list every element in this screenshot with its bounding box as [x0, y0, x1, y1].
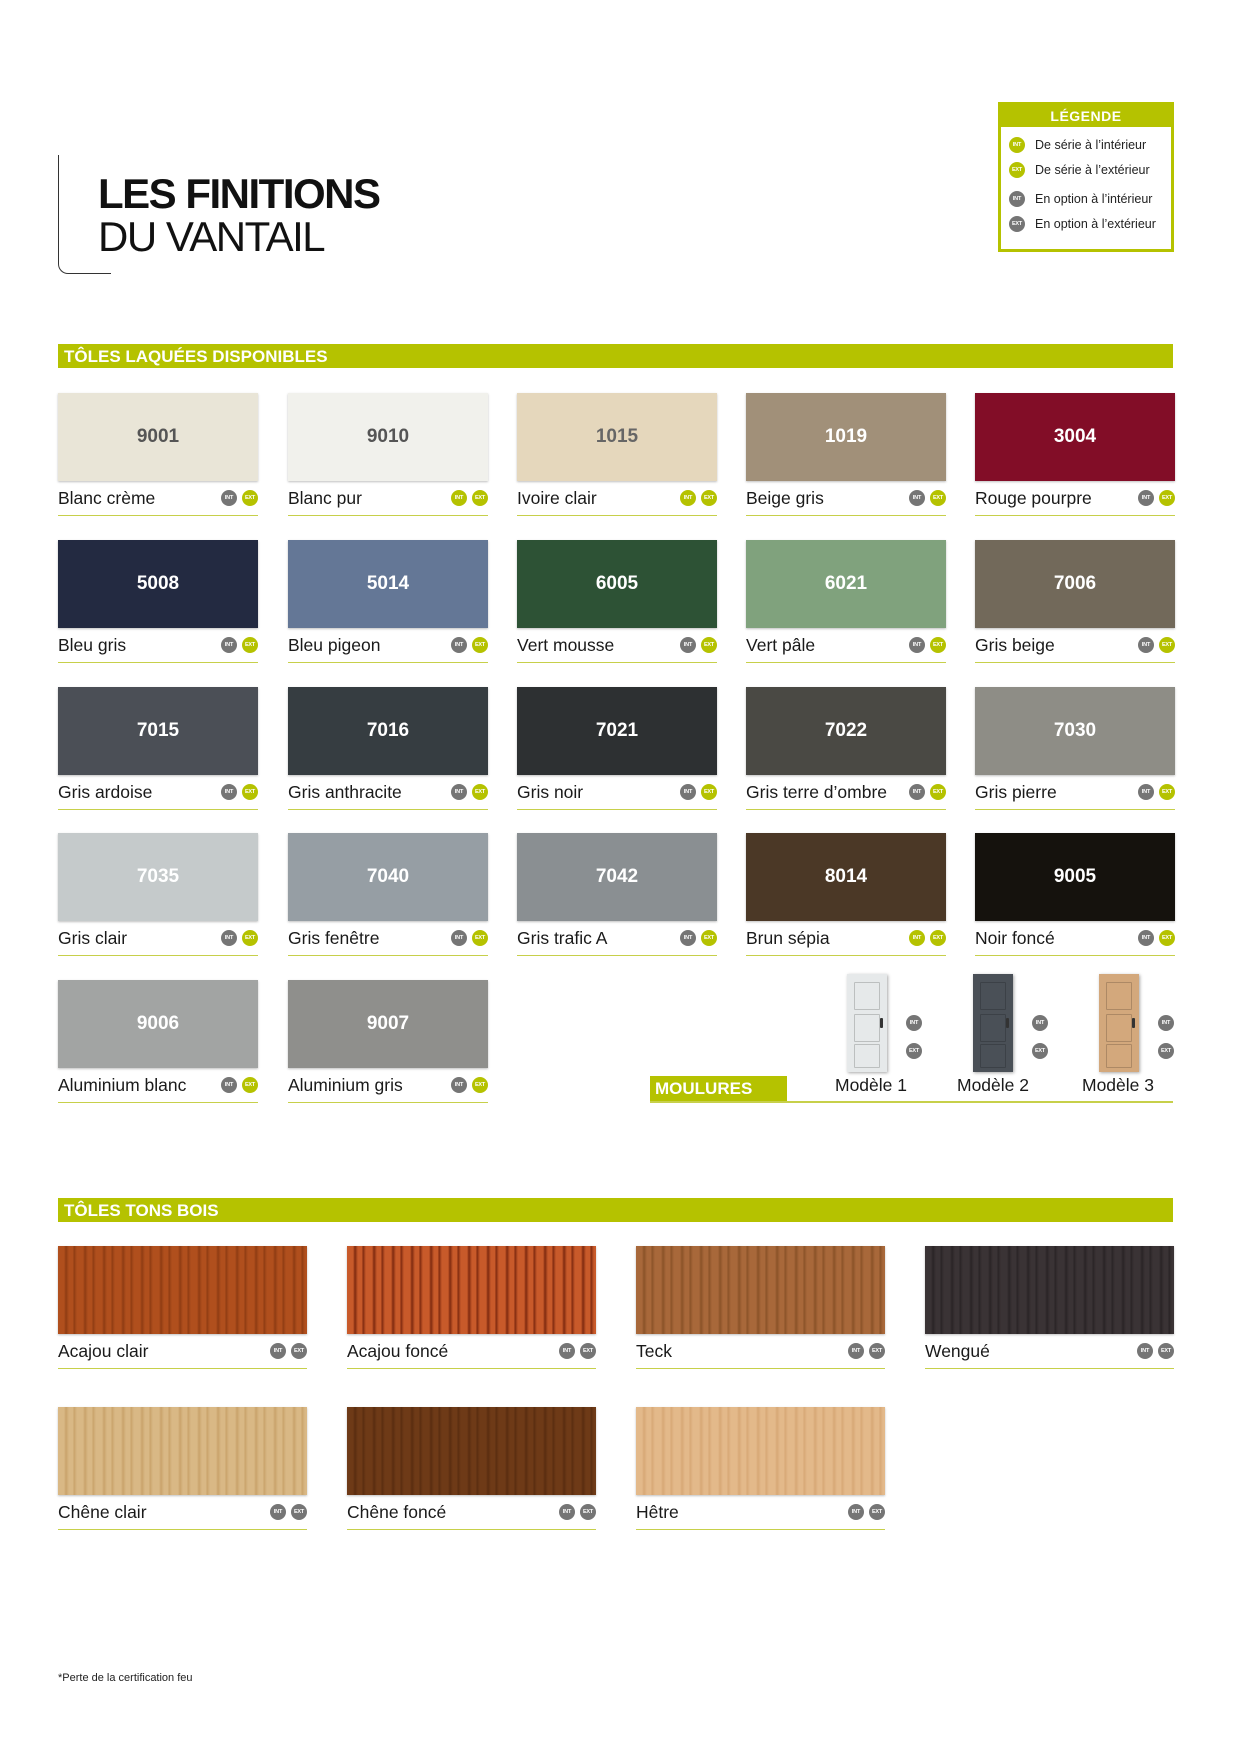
- page-title-line1: LES FINITIONS: [98, 170, 380, 217]
- color-name: Gris ardoise: [58, 781, 153, 802]
- wood-swatch: [58, 1407, 307, 1495]
- door-model-label: Modèle 2: [957, 1075, 1029, 1095]
- color-name: Gris terre d’ombre: [746, 781, 888, 802]
- int-option-badge: INT: [451, 1077, 467, 1093]
- wood-label-row: [636, 1495, 885, 1530]
- color-card-9010: [288, 393, 488, 516]
- int-option-badge: INT: [270, 1343, 286, 1359]
- color-label-row: [288, 775, 488, 810]
- legend-text: En option à l’extérieur: [1035, 217, 1156, 231]
- ext-option-badge: EXT: [1158, 1343, 1174, 1359]
- section-header-laquees: [58, 344, 1173, 368]
- availability-badges: [559, 1504, 596, 1520]
- int-option-badge: INT: [221, 490, 237, 506]
- ext-serie-badge: EXT: [1159, 637, 1175, 653]
- color-card-7021: [517, 687, 717, 810]
- footnote: *Perte de la certification feu: [58, 1672, 193, 1684]
- availability-badges: [559, 1343, 596, 1359]
- color-card-9005: [975, 833, 1175, 956]
- color-label-row: [517, 921, 717, 956]
- availability-badges: [451, 490, 488, 506]
- availability-badges: [221, 784, 258, 800]
- section-title: MOULURES: [655, 1079, 753, 1098]
- wood-name: Hêtre: [636, 1501, 679, 1522]
- legend-text: De série à l’extérieur: [1035, 163, 1150, 177]
- color-swatch: 7016: [288, 687, 488, 775]
- availability-badges: [1138, 930, 1175, 946]
- color-swatch: 7042: [517, 833, 717, 921]
- color-swatch: 7006: [975, 540, 1175, 628]
- availability-badges: [680, 637, 717, 653]
- color-card-7022: [746, 687, 946, 810]
- color-label-row: [288, 921, 488, 956]
- ext-serie-badge: EXT: [242, 930, 258, 946]
- int-option-badge: INT: [680, 930, 696, 946]
- int-option-badge: INT: [221, 784, 237, 800]
- int-option-badge: INT: [451, 784, 467, 800]
- availability-badges: [270, 1343, 307, 1359]
- ext-serie-badge: EXT: [242, 1077, 258, 1093]
- ext-serie-badge: EXT: [242, 637, 258, 653]
- wood-swatch: [347, 1407, 596, 1495]
- ext-serie-badge: EXT: [472, 637, 488, 653]
- section-header-moulures: [650, 1076, 787, 1101]
- color-name: Brun sépia: [746, 927, 830, 948]
- color-label-row: [746, 775, 946, 810]
- availability-badges: [680, 490, 717, 506]
- color-name: Gris pierre: [975, 781, 1057, 802]
- color-name: Ivoire clair: [517, 487, 597, 508]
- int-option-badge: INT: [221, 930, 237, 946]
- legend-item: [1009, 191, 1152, 207]
- ext-serie-badge: EXT: [701, 490, 717, 506]
- color-label-row: [58, 1068, 258, 1103]
- int-option-badge: INT: [909, 637, 925, 653]
- legend-item: [1009, 162, 1150, 178]
- ext-option-badge: EXT: [580, 1343, 596, 1359]
- int-option-badge: INT: [909, 490, 925, 506]
- color-swatch: 7030: [975, 687, 1175, 775]
- wood-card: [636, 1407, 885, 1530]
- legend-text: En option à l’intérieur: [1035, 192, 1153, 206]
- int-option-badge: INT: [680, 784, 696, 800]
- wood-name: Chêne clair: [58, 1501, 147, 1522]
- door-panel: [1106, 1044, 1132, 1068]
- color-swatch: 7040: [288, 833, 488, 921]
- color-card-7006: [975, 540, 1175, 663]
- int-option-badge: INT: [1138, 930, 1154, 946]
- int-serie-badge: INT: [909, 930, 925, 946]
- door-panel: [1106, 982, 1132, 1010]
- color-card-7040: [288, 833, 488, 956]
- wood-label-row: [58, 1495, 307, 1530]
- ext-serie-badge: EXT: [472, 490, 488, 506]
- color-label-row: [288, 1068, 488, 1103]
- color-name: Blanc pur: [288, 487, 362, 508]
- int-option-badge: INT: [909, 784, 925, 800]
- moulures-divider: [650, 1101, 1173, 1103]
- color-card-5014: [288, 540, 488, 663]
- availability-badges: [848, 1343, 885, 1359]
- door-panel: [980, 1014, 1006, 1042]
- ext-option-badge: EXT: [1158, 1043, 1174, 1059]
- door-panel: [980, 1044, 1006, 1068]
- color-name: Gris trafic A: [517, 927, 608, 948]
- wood-card: [636, 1246, 885, 1369]
- wood-card: [347, 1407, 596, 1530]
- availability-badges: [680, 784, 717, 800]
- door-panel: [980, 982, 1006, 1010]
- wood-name: Wengué: [925, 1340, 990, 1361]
- color-label-row: [746, 481, 946, 516]
- color-name: Vert pâle: [746, 634, 816, 655]
- color-swatch: 8014: [746, 833, 946, 921]
- availability-badges: [221, 1077, 258, 1093]
- int-option-badge: INT: [1158, 1015, 1174, 1031]
- int-option-badge: INT: [1137, 1343, 1153, 1359]
- color-name: Gris noir: [517, 781, 584, 802]
- availability-badges: [451, 637, 488, 653]
- color-label-row: [975, 921, 1175, 956]
- ext-serie-badge: EXT: [930, 930, 946, 946]
- availability-badges: [221, 637, 258, 653]
- color-swatch: 7015: [58, 687, 258, 775]
- legend-text: De série à l’intérieur: [1035, 138, 1147, 152]
- color-name: Gris beige: [975, 634, 1055, 655]
- color-name: Bleu pigeon: [288, 634, 381, 655]
- door-model-image: [1099, 974, 1139, 1072]
- wood-label-row: [347, 1495, 596, 1530]
- int-option-badge: INT: [1138, 637, 1154, 653]
- ext-serie-badge: EXT: [242, 490, 258, 506]
- color-name: Rouge pourpre: [975, 487, 1092, 508]
- color-label-row: [517, 775, 717, 810]
- section-title: TÔLES LAQUÉES DISPONIBLES: [64, 347, 328, 366]
- availability-badges: [848, 1504, 885, 1520]
- section-title: TÔLES TONS BOIS: [64, 1201, 219, 1220]
- color-card-9007: [288, 980, 488, 1103]
- int-option-badge: INT: [1032, 1015, 1048, 1031]
- color-card-7035: [58, 833, 258, 956]
- legend-badge: INT: [1009, 191, 1025, 207]
- wood-swatch: [636, 1246, 885, 1334]
- color-name: Vert mousse: [517, 634, 615, 655]
- wood-name: Acajou clair: [58, 1340, 149, 1361]
- int-serie-badge: INT: [680, 490, 696, 506]
- wood-label-row: [636, 1334, 885, 1369]
- availability-badges: [909, 637, 946, 653]
- color-label-row: [975, 481, 1175, 516]
- door-model-image: [973, 974, 1013, 1072]
- wood-label-row: [347, 1334, 596, 1369]
- color-card-9006: [58, 980, 258, 1103]
- section-header-bois: [58, 1198, 1173, 1222]
- int-serie-badge: INT: [451, 490, 467, 506]
- color-name: Gris fenêtre: [288, 927, 380, 948]
- color-name: Blanc crème: [58, 487, 156, 508]
- door-panel: [854, 1044, 880, 1068]
- int-option-badge: INT: [680, 637, 696, 653]
- color-swatch: 9001: [58, 393, 258, 481]
- color-swatch: 9007: [288, 980, 488, 1068]
- ext-serie-badge: EXT: [930, 784, 946, 800]
- availability-badges: [1138, 784, 1175, 800]
- color-swatch: 9005: [975, 833, 1175, 921]
- int-option-badge: INT: [1138, 784, 1154, 800]
- door-handle: [880, 1018, 883, 1028]
- color-swatch: 5008: [58, 540, 258, 628]
- availability-badges: [1138, 490, 1175, 506]
- color-label-row: [288, 628, 488, 663]
- color-label-row: [746, 921, 946, 956]
- color-card-1019: [746, 393, 946, 516]
- door-model-label: Modèle 1: [835, 1075, 907, 1095]
- ext-serie-badge: EXT: [472, 930, 488, 946]
- wood-swatch: [925, 1246, 1174, 1334]
- ext-serie-badge: EXT: [1159, 930, 1175, 946]
- color-name: Aluminium gris: [288, 1074, 403, 1095]
- color-label-row: [288, 481, 488, 516]
- door-handle: [1006, 1018, 1009, 1028]
- ext-option-badge: EXT: [291, 1504, 307, 1520]
- availability-badges: [221, 930, 258, 946]
- availability-badges: [451, 1077, 488, 1093]
- int-option-badge: INT: [270, 1504, 286, 1520]
- availability-badges: [451, 784, 488, 800]
- color-card-8014: [746, 833, 946, 956]
- color-card-3004: [975, 393, 1175, 516]
- wood-card: [58, 1246, 307, 1369]
- wood-card: [58, 1407, 307, 1530]
- wood-name: Teck: [636, 1340, 672, 1361]
- int-option-badge: INT: [451, 637, 467, 653]
- availability-badges: [1137, 1343, 1174, 1359]
- color-label-row: [58, 775, 258, 810]
- color-name: Gris clair: [58, 927, 128, 948]
- int-option-badge: INT: [848, 1504, 864, 1520]
- color-name: Aluminium blanc: [58, 1074, 187, 1095]
- legend-item: [1009, 137, 1146, 153]
- availability-badges: [451, 930, 488, 946]
- availability-badges: [909, 930, 946, 946]
- legend-box: [998, 102, 1174, 252]
- color-swatch: 1019: [746, 393, 946, 481]
- color-name: Beige gris: [746, 487, 824, 508]
- color-swatch: 1015: [517, 393, 717, 481]
- color-card-9001: [58, 393, 258, 516]
- color-label-row: [517, 481, 717, 516]
- color-card-7030: [975, 687, 1175, 810]
- legend-badge: EXT: [1009, 216, 1025, 232]
- wood-card: [347, 1246, 596, 1369]
- color-swatch: 7021: [517, 687, 717, 775]
- color-swatch: 6005: [517, 540, 717, 628]
- door-panel: [854, 982, 880, 1010]
- color-label-row: [58, 921, 258, 956]
- availability-badges: [270, 1504, 307, 1520]
- door-panel: [854, 1014, 880, 1042]
- color-swatch: 6021: [746, 540, 946, 628]
- wood-label-row: [925, 1334, 1174, 1369]
- color-card-7042: [517, 833, 717, 956]
- color-swatch: 7022: [746, 687, 946, 775]
- wood-swatch: [347, 1246, 596, 1334]
- door-model-image: [847, 974, 887, 1072]
- ext-serie-badge: EXT: [701, 930, 717, 946]
- legend-heading: LÉGENDE: [1001, 105, 1171, 127]
- color-card-6005: [517, 540, 717, 663]
- int-option-badge: INT: [559, 1343, 575, 1359]
- int-option-badge: INT: [848, 1343, 864, 1359]
- color-label-row: [517, 628, 717, 663]
- door-model-label: Modèle 3: [1082, 1075, 1154, 1095]
- wood-swatch: [58, 1246, 307, 1334]
- color-name: Bleu gris: [58, 634, 127, 655]
- wood-card: [925, 1246, 1174, 1369]
- ext-serie-badge: EXT: [1159, 490, 1175, 506]
- ext-serie-badge: EXT: [472, 784, 488, 800]
- legend-badge: EXT: [1009, 162, 1025, 178]
- legend-item: [1009, 216, 1156, 232]
- wood-name: Chêne foncé: [347, 1501, 447, 1522]
- color-card-6021: [746, 540, 946, 663]
- color-label-row: [975, 628, 1175, 663]
- color-label-row: [746, 628, 946, 663]
- availability-badges: [1138, 637, 1175, 653]
- ext-option-badge: EXT: [291, 1343, 307, 1359]
- color-card-7015: [58, 687, 258, 810]
- wood-name: Acajou foncé: [347, 1340, 449, 1361]
- availability-badges: [909, 490, 946, 506]
- page-title-line2: DU VANTAIL: [98, 213, 325, 260]
- ext-option-badge: EXT: [869, 1504, 885, 1520]
- int-option-badge: INT: [221, 1077, 237, 1093]
- color-label-row: [58, 628, 258, 663]
- ext-option-badge: EXT: [580, 1504, 596, 1520]
- ext-serie-badge: EXT: [701, 784, 717, 800]
- ext-option-badge: EXT: [906, 1043, 922, 1059]
- color-name: Gris anthracite: [288, 781, 402, 802]
- color-card-1015: [517, 393, 717, 516]
- color-card-5008: [58, 540, 258, 663]
- color-swatch: 9010: [288, 393, 488, 481]
- color-label-row: [975, 775, 1175, 810]
- door-panel: [1106, 1014, 1132, 1042]
- legend-badge: INT: [1009, 137, 1025, 153]
- int-option-badge: INT: [221, 637, 237, 653]
- color-swatch: 7035: [58, 833, 258, 921]
- wood-swatch: [636, 1407, 885, 1495]
- ext-serie-badge: EXT: [242, 784, 258, 800]
- color-name: Noir foncé: [975, 927, 1055, 948]
- availability-badges: [221, 490, 258, 506]
- availability-badges: [1032, 1015, 1048, 1059]
- availability-badges: [680, 930, 717, 946]
- ext-serie-badge: EXT: [701, 637, 717, 653]
- int-option-badge: INT: [559, 1504, 575, 1520]
- wood-label-row: [58, 1334, 307, 1369]
- ext-serie-badge: EXT: [472, 1077, 488, 1093]
- door-handle: [1132, 1018, 1135, 1028]
- availability-badges: [1158, 1015, 1174, 1059]
- availability-badges: [906, 1015, 922, 1059]
- ext-serie-badge: EXT: [1159, 784, 1175, 800]
- int-option-badge: INT: [451, 930, 467, 946]
- page-title: [98, 172, 380, 258]
- color-swatch: 5014: [288, 540, 488, 628]
- int-option-badge: INT: [1138, 490, 1154, 506]
- ext-serie-badge: EXT: [930, 637, 946, 653]
- int-option-badge: INT: [906, 1015, 922, 1031]
- ext-option-badge: EXT: [869, 1343, 885, 1359]
- ext-serie-badge: EXT: [930, 490, 946, 506]
- color-swatch: 9006: [58, 980, 258, 1068]
- color-label-row: [58, 481, 258, 516]
- ext-option-badge: EXT: [1032, 1043, 1048, 1059]
- color-swatch: 3004: [975, 393, 1175, 481]
- availability-badges: [909, 784, 946, 800]
- color-card-7016: [288, 687, 488, 810]
